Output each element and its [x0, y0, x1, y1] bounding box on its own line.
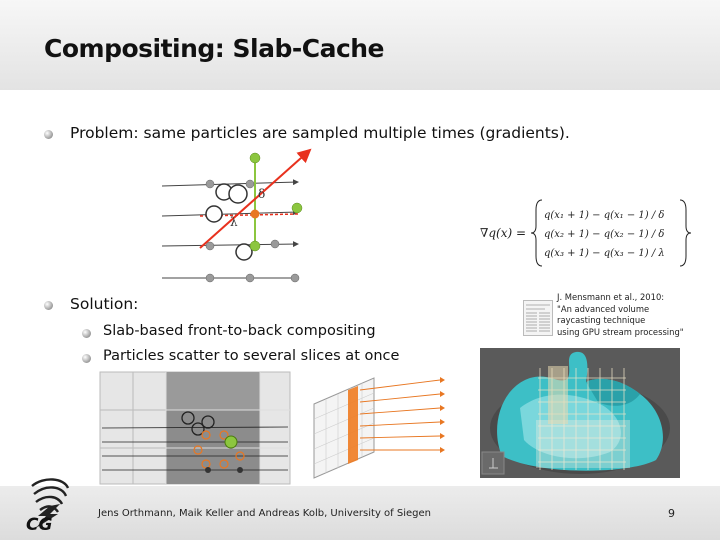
equation-row-3: q(x₃ + 1) − q(x₃ − 1) / λ	[544, 248, 665, 259]
bullet-solution: Solution:	[70, 295, 139, 313]
gradient-equation	[480, 196, 700, 270]
bullet-problem	[70, 124, 570, 142]
delta-label: δ	[258, 187, 266, 201]
footer-authors: Jens Orthmann, Maik Keller and Andreas Kolb, University of Siegen	[98, 508, 431, 519]
equation-row-1: q(x₁ + 1) − q(x₁ − 1) / δ	[544, 210, 665, 221]
university-logo-icon	[24, 472, 76, 535]
reference-line: using GPU stream processing"	[557, 326, 684, 337]
sub-bullet-icon	[82, 354, 91, 363]
sub-bullet-scatter: Particles scatter to several slices at once	[103, 348, 400, 364]
bullet-icon	[44, 130, 53, 139]
equation-row-2: q(x₂ + 1) − q(x₂ − 1) / δ	[544, 229, 665, 240]
reference-line: "An advanced volume	[557, 303, 650, 314]
reference-line: J. Mensmann et al., 2010:	[557, 292, 665, 302]
bunny-render-image	[480, 348, 680, 478]
lambda-label: λ	[230, 215, 238, 229]
slab-grid-diagram	[100, 372, 290, 484]
logo-text: CG	[26, 515, 53, 535]
sampling-diagram	[160, 148, 300, 288]
slice-projection-diagram	[300, 374, 445, 484]
problem-label: Problem:	[70, 124, 139, 142]
equation-lhs: ∇q(x) =	[480, 226, 527, 240]
reference-line: raycasting technique	[557, 315, 646, 325]
page-number: 9	[668, 507, 675, 520]
paper-thumbnail	[523, 300, 553, 336]
reference-citation	[557, 292, 707, 338]
slide-title: Compositing: Slab-Cache	[44, 34, 385, 63]
bullet-icon	[44, 301, 53, 310]
sub-bullet-icon	[82, 329, 91, 338]
sub-bullet-slab: Slab-based front-to-back compositing	[103, 323, 376, 339]
problem-text: same particles are sampled multiple times (gradients).	[138, 124, 570, 142]
